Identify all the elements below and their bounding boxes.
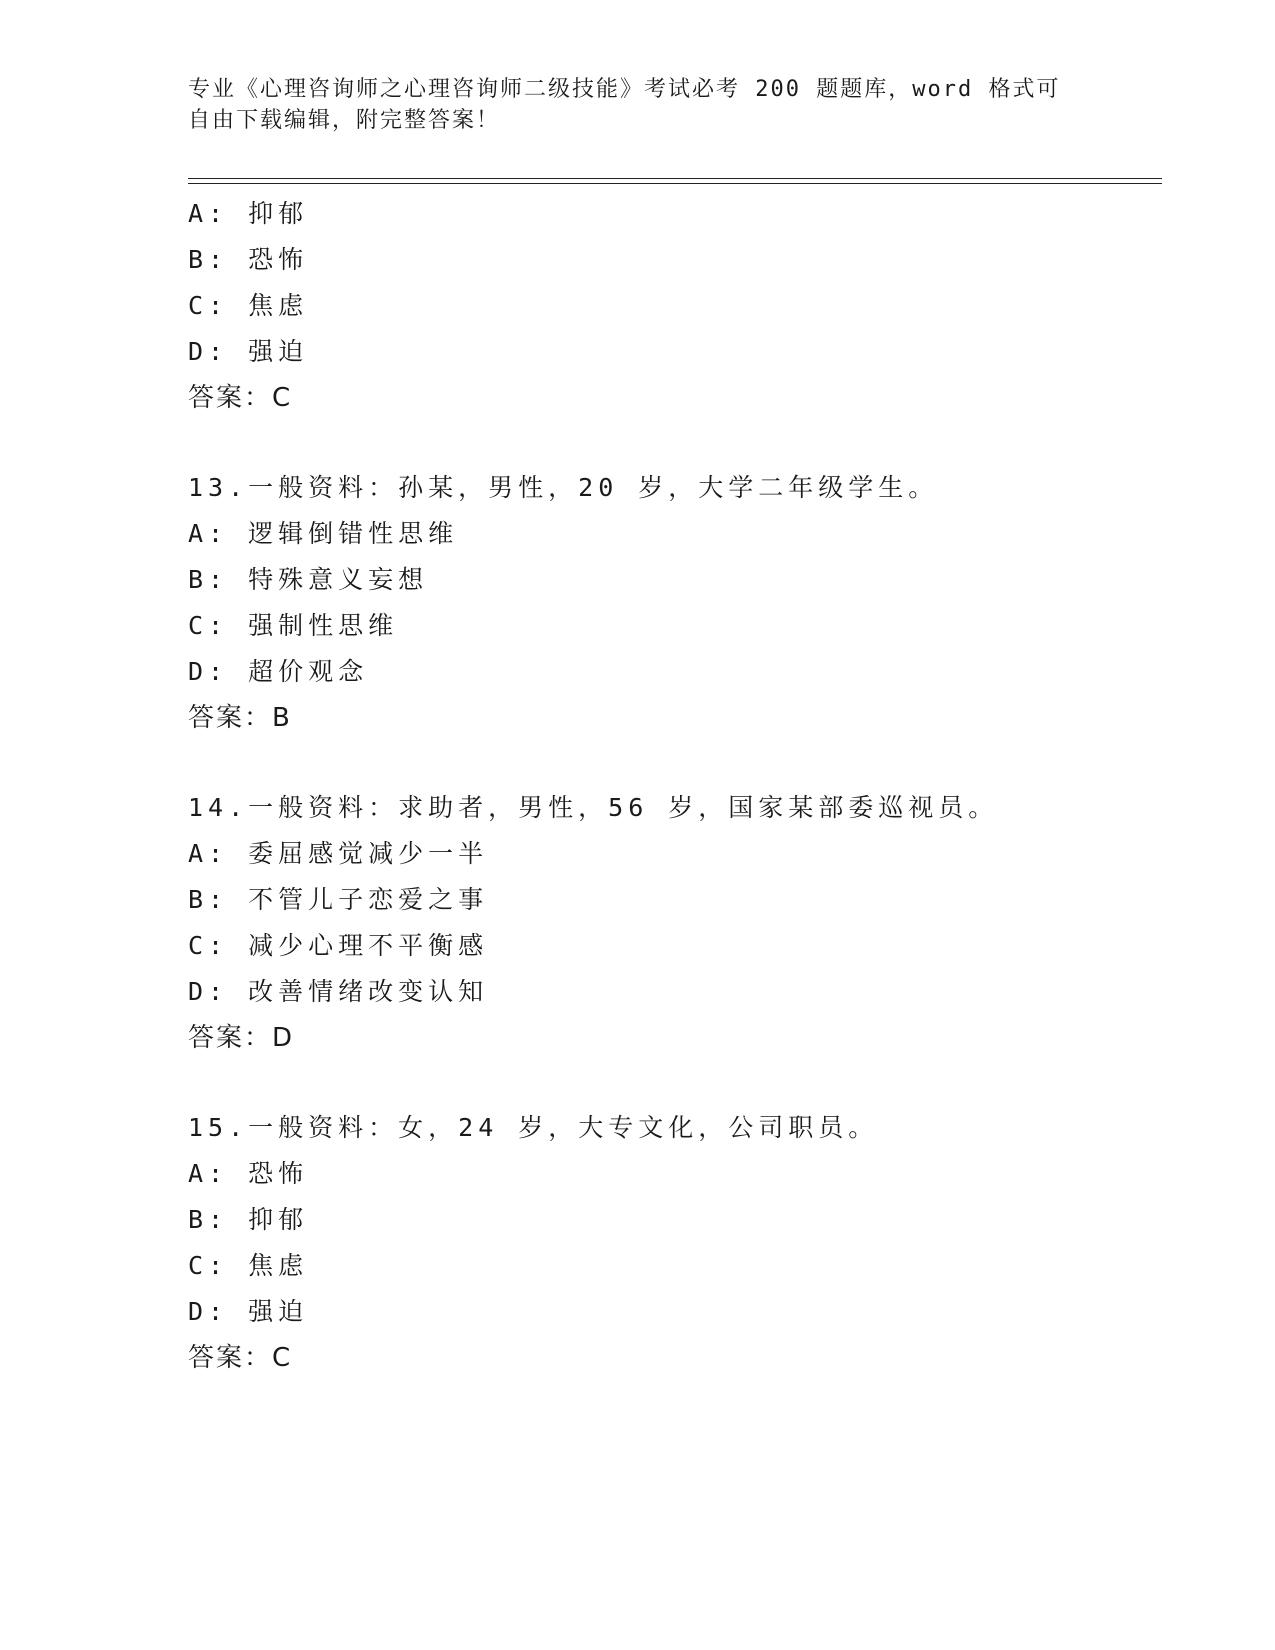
document-header: 专业《心理咨询师之心理咨询师二级技能》考试必考 200 题题库，word 格式可自由下载编辑，附完整答案！ <box>188 77 1061 133</box>
question-stem: 15.一般资料：女，24 岁，大专文化，公司职员。 <box>188 1113 879 1142</box>
question-block-continued <box>188 191 1148 421</box>
option-b: B: 特殊意义妄想 <box>188 565 429 594</box>
question-stem: 14.一般资料：求助者，男性，56 岁，国家某部委巡视员。 <box>188 793 999 822</box>
option-b: B: 抑郁 <box>188 1205 309 1234</box>
answer-line: 答案：C <box>188 1343 293 1373</box>
option-a: A: 恐怖 <box>188 1159 309 1188</box>
spacer <box>188 421 1148 465</box>
question-14 <box>188 785 1148 1061</box>
option-b: B: 不管儿子恋爱之事 <box>188 885 489 914</box>
question-15 <box>188 1105 1148 1381</box>
header-divider-bottom <box>188 183 1162 184</box>
option-c: C: 强制性思维 <box>188 611 399 640</box>
answer-line: 答案：D <box>188 1023 295 1053</box>
question-list <box>188 191 1148 1381</box>
question-13 <box>188 465 1148 741</box>
option-b: B: 恐怖 <box>188 245 309 274</box>
option-a: A: 委屈感觉减少一半 <box>188 839 489 868</box>
answer-line: 答案：B <box>188 703 292 733</box>
option-a: A: 逻辑倒错性思维 <box>188 519 459 548</box>
option-d: D: 强迫 <box>188 1297 309 1326</box>
option-a: A: 抑郁 <box>188 199 309 228</box>
option-d: D: 强迫 <box>188 337 309 366</box>
header-divider-top <box>188 178 1162 179</box>
option-c: C: 减少心理不平衡感 <box>188 931 489 960</box>
option-c: C: 焦虑 <box>188 1251 309 1280</box>
spacer <box>188 1061 1148 1105</box>
option-d: D: 超价观念 <box>188 657 369 686</box>
question-stem: 13.一般资料：孙某，男性，20 岁，大学二年级学生。 <box>188 473 939 502</box>
answer-line: 答案：C <box>188 383 293 413</box>
option-c: C: 焦虑 <box>188 291 309 320</box>
option-d: D: 改善情绪改变认知 <box>188 977 489 1006</box>
spacer <box>188 741 1148 785</box>
